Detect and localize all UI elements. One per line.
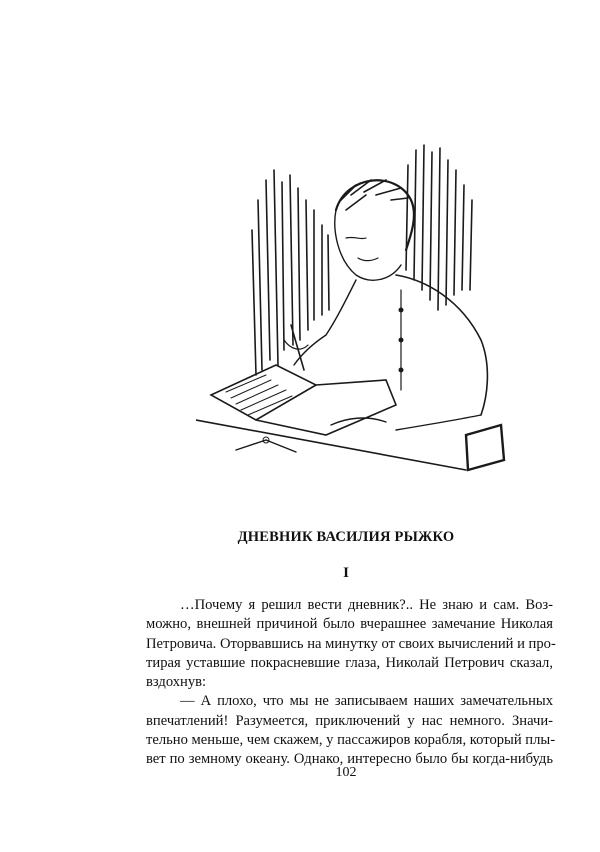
text-line: Петровича. Оторвавшись на минутку от своих вычислений и про-	[146, 635, 556, 652]
text-line: …Почему я решил вести дневник?.. Не знаю и сам. Воз-	[180, 597, 553, 613]
illustration	[196, 140, 508, 485]
chapter-title: ДНЕВНИК ВАСИЛИЯ РЫЖКО	[237, 529, 455, 545]
text-line: — А плохо, что мы не записываем наших замечательных	[180, 693, 553, 710]
text-line: вздохнув:	[146, 674, 207, 691]
page-number: 102	[335, 765, 357, 780]
boy-writing-sketch	[196, 140, 508, 485]
text-line: впечатлений! Разумеется, приключений у нас немного. Значи-	[146, 712, 553, 729]
text-line: тельно меньше, чем скажем, у пассажиров корабля, который плы-	[146, 732, 556, 749]
text-line: тирая уставшие покрасневшие глаза, Николай Петрович сказал,	[146, 654, 553, 671]
text-line: вет по земному океану. Однако, интересно было бы когда-нибудь	[146, 751, 553, 768]
section-numeral: I	[343, 565, 349, 581]
body-text	[146, 596, 556, 770]
text-line: можно, внешней причиной было вчерашнее замечание Николая	[146, 616, 553, 633]
